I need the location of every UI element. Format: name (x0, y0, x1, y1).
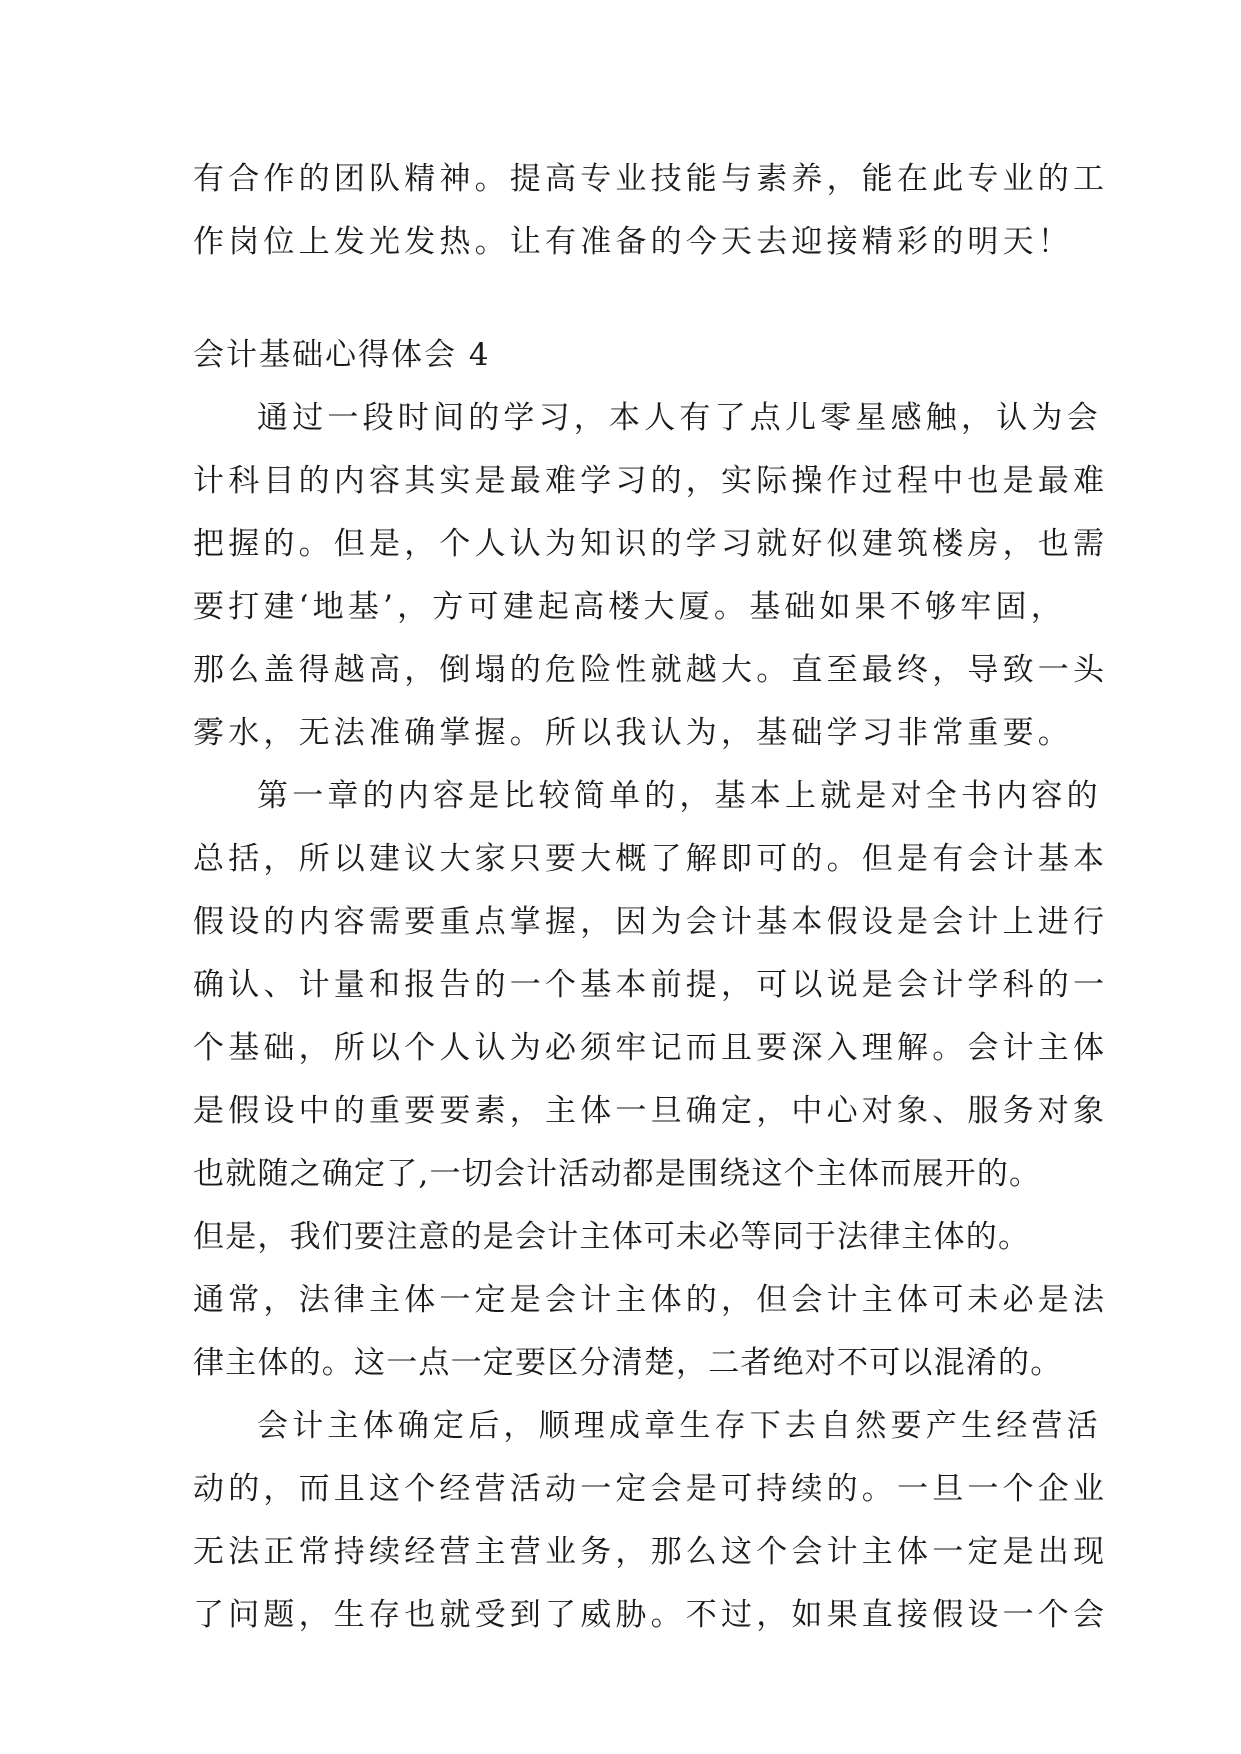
text-line: 但是，我们要注意的是会计主体可未必等同于法律主体的。 (193, 1219, 1031, 1255)
text-line: 雾水，无法准确掌握。所以我认为，基础学习非常重要。 (193, 715, 1073, 751)
text-line: 计科目的内容其实是最难学习的，实际操作过程中也是最难 (193, 463, 1109, 499)
text-line: 律主体的。这一点一定要区分清楚，二者绝对不可以混淆的。 (193, 1345, 1063, 1381)
intro-block (193, 148, 1109, 274)
paragraph-gap (193, 274, 1063, 324)
text-line: 动的，而且这个经营活动一定会是可持续的。一旦一个企业 (193, 1471, 1109, 1507)
paragraph-1 (193, 387, 1109, 765)
text-line: 作岗位上发光发热。让有准备的今天去迎接精彩的明天！ (193, 224, 1073, 260)
text-line: 了问题，生存也就受到了威胁。不过，如果直接假设一个会 (193, 1597, 1109, 1633)
paragraph-2 (193, 765, 1109, 1395)
text-line: 假设的内容需要重点掌握，因为会计基本假设是会计上进行 (193, 904, 1109, 940)
text-line: 第一章的内容是比较简单的，基本上就是对全书内容的 (257, 778, 1102, 814)
text-line: 要打建‘地基’，方可建起高楼大厦。基础如果不够牢固， (193, 589, 1066, 625)
text-line: 也就随之确定了,一切会计活动都是围绕这个主体而展开的。 (193, 1156, 1042, 1192)
text-line: 无法正常持续经营主营业务，那么这个会计主体一定是出现 (193, 1534, 1109, 1570)
text-line: 个基础，所以个人认为必须牢记而且要深入理解。会计主体 (193, 1030, 1109, 1066)
text-line: 通过一段时间的学习，本人有了点儿零星感触，认为会 (257, 400, 1102, 436)
text-line: 通常，法律主体一定是会计主体的，但会计主体可未必是法 (193, 1282, 1109, 1318)
paragraph-3 (193, 1395, 1109, 1647)
text-line: 是假设中的重要要素，主体一旦确定，中心对象、服务对象 (193, 1093, 1109, 1129)
text-line: 会计主体确定后，顺理成章生存下去自然要产生经营活 (257, 1408, 1102, 1444)
text-line: 把握的。但是，个人认为知识的学习就好似建筑楼房，也需 (193, 526, 1109, 562)
text-line: 有合作的团队精神。提高专业技能与素养，能在此专业的工 (193, 161, 1109, 197)
section-heading: 会计基础心得体会 4 (193, 337, 491, 373)
text-line: 总括，所以建议大家只要大概了解即可的。但是有会计基本 (193, 841, 1109, 877)
text-line: 确认、计量和报告的一个基本前提，可以说是会计学科的一 (193, 967, 1109, 1003)
document-page (193, 148, 1109, 1647)
text-line: 那么盖得越高，倒塌的危险性就越大。直至最终，导致一头 (193, 652, 1109, 688)
